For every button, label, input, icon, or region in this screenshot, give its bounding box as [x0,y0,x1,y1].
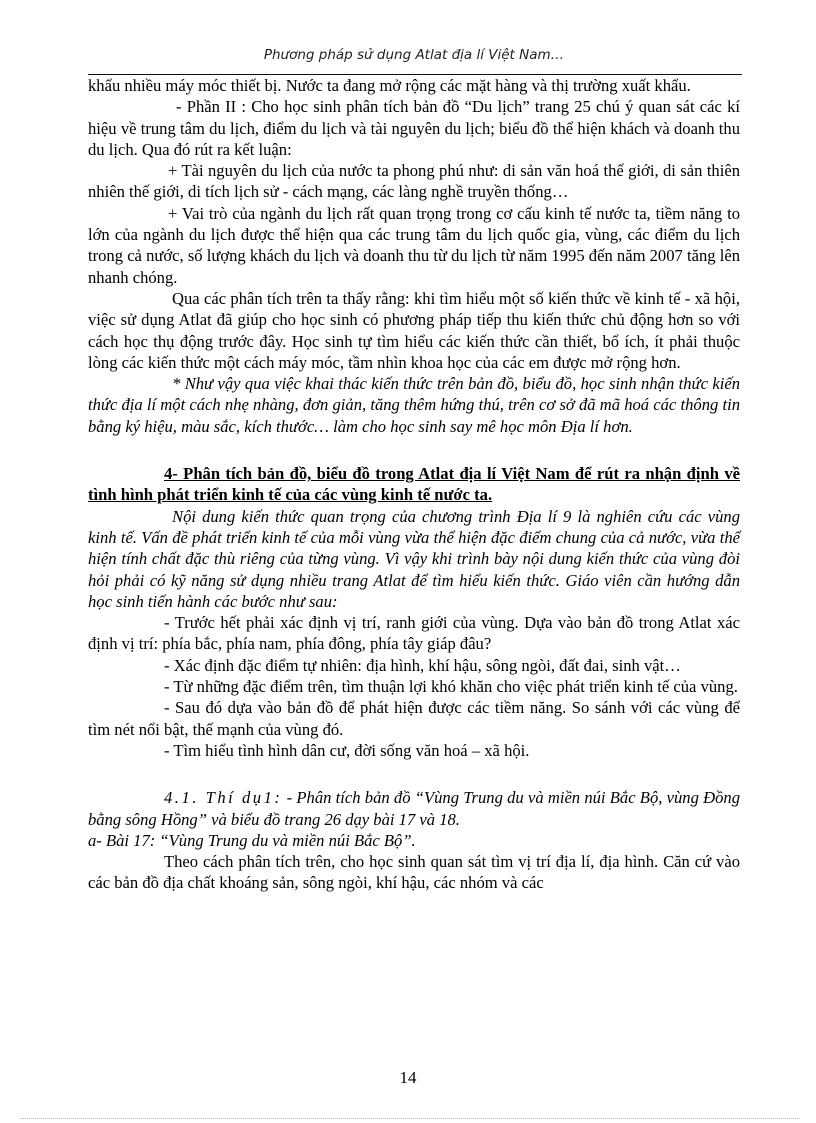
paragraph: * Như vậy qua việc khai thác kiến thức trên bản đồ, biểu đồ, học sinh nhận thức kiến thức địa lí một cách nhẹ nhàng, đơn giản, tăng thêm hứng thú, trên cơ sở đã mã hoá các thông tin bằng ký hiệu, màu sắc, kích thước… làm cho học sinh say mê học môn Địa lí hơn. [88,374,740,436]
example-text: - Phân tích bản đồ “Vùng Trung du và miền núi Bắc Bộ, vùng Đồng bằng sông Hồng” và biểu đồ trang 26 dạy bài 17 và 18. [88,788,740,829]
paragraph: - Phần II : Cho học sinh phân tích bản đồ “Du lịch” trang 25 chú ý quan sát các kí hiệu về trung tâm du lịch, điểm du lịch và tài nguyên du lịch; biểu đồ thể hiện khách và doanh thu du lịch. Qua đó rút ra kết luận: [88,97,740,159]
page-bottom-rule [20,1118,800,1119]
paragraph: + Vai trò của ngành du lịch rất quan trọng trong cơ cấu kinh tế nước ta, tiềm năng to lớn của ngành du lịch được thể hiện qua các trung tâm du lịch quốc gia, vùng, các điểm du lịch trong cả nước, số lượng khách du lịch và doanh thu từ du lịch từ năm 1995 đến năm 2007 tăng lên nhanh chóng. [88,203,740,287]
body-text [88,75,740,894]
page-number: 14 [399,1068,417,1087]
paragraph: - Xác định đặc điểm tự nhiên: địa hình, khí hậu, sông ngòi, đất đai, sinh vật… [164,655,681,675]
paragraph: - Từ những đặc điểm trên, tìm thuận lợi khó khăn cho việc phát triển kinh tế của vùng. [164,677,738,697]
example-label: 4.1. Thí dụ1: [164,788,283,808]
paragraph: + Tài nguyên du lịch của nước ta phong phú như: di sản văn hoá thế giới, di sản thiên nhiên thế giới, di tích lịch sử - cách mạng, các làng nghề truyền thống… [88,161,740,202]
paragraph: - Sau đó dựa vào bản đồ để phát hiện được các tiềm năng. So sánh với các vùng để tìm nét nổi bật, thế mạnh của vùng đó. [88,698,740,739]
section-heading: 4- Phân tích bản đồ, biểu đồ trong Atlat địa lí Việt Nam để rút ra nhận định về tình hình phát triển kinh tế của các vùng kinh tế nước ta. [88,464,740,505]
paragraph: Theo cách phân tích trên, cho học sinh quan sát tìm vị trí địa lí, địa hình. Căn cứ vào các bản đồ địa chất khoáng sản, sông ngòi, khí hậu, các nhóm và các [88,852,740,893]
example-heading [88,787,740,830]
paragraph: Qua các phân tích trên ta thấy rằng: khi tìm hiểu một số kiến thức về kinh tế - xã hội, việc sử dụng Atlat đã giúp cho học sinh có phương pháp tiếp thu kiến thức chủ động hơn so với cách học thụ động trước đây. Học sinh tự tìm hiểu các kiến thức cần thiết, bổ ích, ít phải thuộc lòng các kiến thức một cách máy móc, tầm nhìn khoa học của các em được mở rộng hơn. [88,288,740,372]
paragraph: khẩu nhiều máy móc thiết bị. Nước ta đang mở rộng các mặt hàng và thị trường xuất khẩu. [88,76,691,95]
example-subheading: a- Bài 17: “Vùng Trung du và miền núi Bắc Bộ”. [88,830,416,850]
paragraph: Nội dung kiến thức quan trọng của chương trình Địa lí 9 là nghiên cứu các vùng kinh tế. Vấn đề phát triển kinh tế của mỗi vùng vừa thể hiện đặc điểm chung của cả nước, vừa thể hiện tính chất đặc thù riêng của từng vùng. Vì vậy khi trình bày nội dung kiến thức của vùng đòi hỏi phải có kỹ năng sử dụng nhiều trang Atlat để tìm hiểu kiến thức. Giáo viên cần hướng dẫn học sinh tiến hành các bước như sau: [88,506,740,611]
paragraph: - Trước hết phải xác định vị trí, ranh giới của vùng. Dựa vào bản đồ trong Atlat xác định vị trí: phía bắc, phía nam, phía đông, phía tây giáp đâu? [88,613,740,654]
running-header: Phương pháp sử dụng Atlat địa lí Việt Nam… [263,47,565,63]
paragraph: - Tìm hiểu tình hình dân cư, đời sống văn hoá – xã hội. [164,740,530,760]
